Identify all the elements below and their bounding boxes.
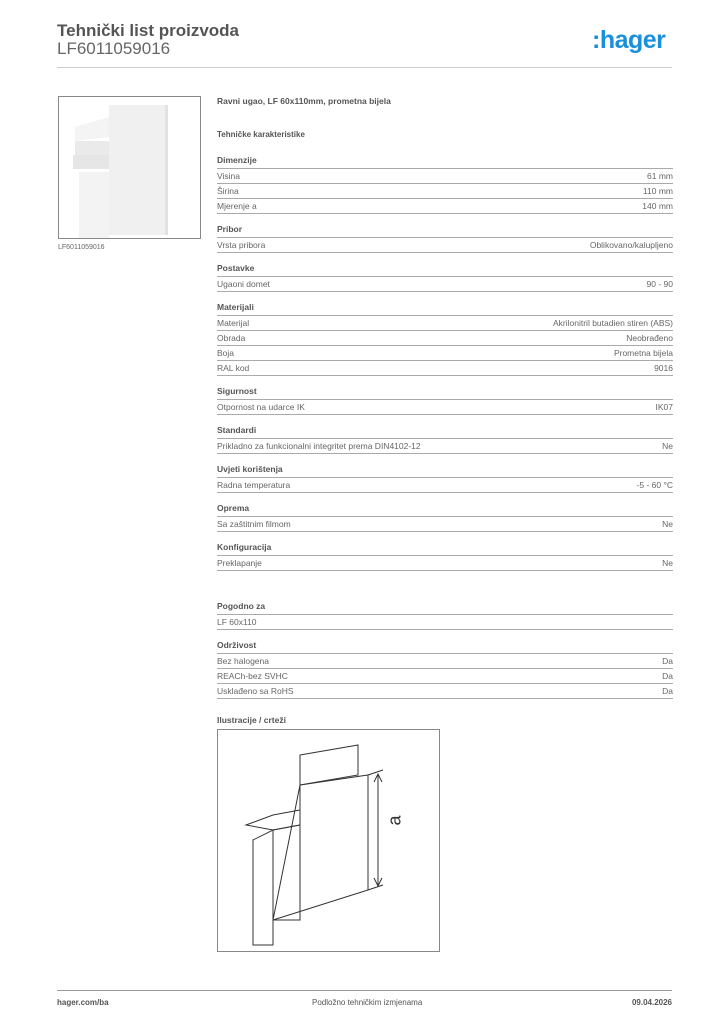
spec-row	[217, 361, 673, 376]
tech-heading: Tehničke karakteristike	[217, 130, 305, 139]
spec-label: Otpornost na udarce IK	[217, 402, 305, 412]
spec-value: Neobrađeno	[626, 333, 673, 343]
footer-date: 09.04.2026	[631, 998, 672, 1007]
section-heading: Uvjeti korištenja	[217, 463, 673, 478]
section-heading: Sigurnost	[217, 385, 673, 400]
spec-label: LF 60x110	[217, 617, 257, 627]
spec-panel	[217, 96, 673, 725]
spec-label: REACh-bez SVHC	[217, 671, 288, 681]
spec-label: Materijal	[217, 318, 250, 328]
spec-row	[217, 316, 673, 331]
footer-note: Podložno tehničkim izmjenama	[312, 998, 423, 1007]
page-title: Tehnički list proizvoda	[57, 21, 239, 40]
spec-value: 140 mm	[642, 201, 673, 211]
spec-row	[217, 439, 673, 454]
spec-section	[217, 154, 673, 214]
spec-section	[217, 639, 673, 699]
spec-row	[217, 346, 673, 361]
header-divider	[57, 67, 672, 68]
spec-label: Mjerenje a	[217, 201, 257, 211]
spec-value: Prometna bijela	[613, 348, 673, 358]
spec-value: 90 - 90	[646, 279, 673, 289]
spec-label: Preklapanje	[217, 558, 262, 568]
spec-label: Širina	[217, 186, 239, 196]
spec-value: 9016	[654, 363, 673, 373]
spec-value: Oblikovano/kalupljeno	[589, 240, 673, 250]
illustration-title: Ilustracije / crteži	[217, 715, 286, 725]
spec-row	[217, 669, 673, 684]
spec-label: Bez halogena	[217, 656, 269, 666]
spec-row	[217, 400, 673, 415]
spec-label: Obrada	[217, 333, 246, 343]
spec-value: 110 mm	[642, 186, 673, 196]
spec-row	[217, 199, 673, 214]
section-heading: Pogodno za	[217, 600, 673, 615]
spec-label: Boja	[217, 348, 235, 358]
spec-value: Akrilonitril butadien stiren (ABS)	[553, 318, 673, 328]
section-heading: Konfiguracija	[217, 541, 673, 556]
spec-value: Ne	[662, 558, 673, 568]
spec-row	[217, 478, 673, 493]
spec-row	[217, 184, 673, 199]
spec-value: Da	[662, 656, 673, 666]
spec-label: Ugaoni domet	[217, 279, 270, 289]
section-heading: Pribor	[217, 223, 673, 238]
spec-section	[217, 502, 673, 532]
spec-label: RAL kod	[217, 363, 250, 373]
spec-section	[217, 424, 673, 454]
spec-label: Usklađeno sa RoHS	[217, 686, 294, 696]
section-heading: Materijali	[217, 301, 673, 316]
spec-value: Ne	[662, 441, 673, 451]
spec-section	[217, 385, 673, 415]
technical-drawing	[217, 729, 440, 952]
spec-label: Radna temperatura	[217, 480, 291, 490]
spec-value: -5 - 60 °C	[636, 480, 673, 490]
spec-section	[217, 223, 673, 253]
spec-label: Prikladno za funkcionalni integritet prema DIN4102-12	[217, 441, 421, 451]
spec-row	[217, 556, 673, 571]
product-name: Ravni ugao, LF 60x110mm, prometna bijela	[217, 96, 391, 106]
spec-row	[217, 238, 673, 253]
section-heading: Održivost	[217, 639, 673, 654]
spec-label: Vrsta pribora	[217, 240, 266, 250]
spec-row	[217, 684, 673, 699]
spec-row	[217, 615, 673, 630]
section-heading: Oprema	[217, 502, 673, 517]
image-caption: LF6011059016	[58, 244, 105, 251]
spec-value: Ne	[662, 519, 673, 529]
spec-label: Sa zaštitnim filmom	[217, 519, 291, 529]
spec-section	[217, 541, 673, 571]
hager-logo: :hager	[592, 26, 666, 54]
spec-section	[217, 262, 673, 292]
dimension-label-a: a	[384, 815, 405, 826]
spec-section	[217, 463, 673, 493]
section-heading: Dimenzije	[217, 154, 673, 169]
spec-row	[217, 331, 673, 346]
spec-section	[217, 301, 673, 376]
spec-row	[217, 654, 673, 669]
spec-section	[217, 600, 673, 630]
section-heading: Standardi	[217, 424, 673, 439]
product-image	[58, 96, 201, 239]
spec-row	[217, 277, 673, 292]
spec-value: 61 mm	[647, 171, 673, 181]
spec-value: Da	[662, 671, 673, 681]
spec-value: Da	[662, 686, 673, 696]
footer-divider	[57, 990, 672, 991]
spec-row	[217, 169, 673, 184]
spec-value: IK07	[655, 402, 673, 412]
spec-label: Visina	[217, 171, 240, 181]
footer-website-link[interactable]: hager.com/ba	[57, 998, 109, 1007]
spec-row	[217, 517, 673, 532]
product-code: LF6011059016	[57, 39, 171, 58]
section-heading: Postavke	[217, 262, 673, 277]
